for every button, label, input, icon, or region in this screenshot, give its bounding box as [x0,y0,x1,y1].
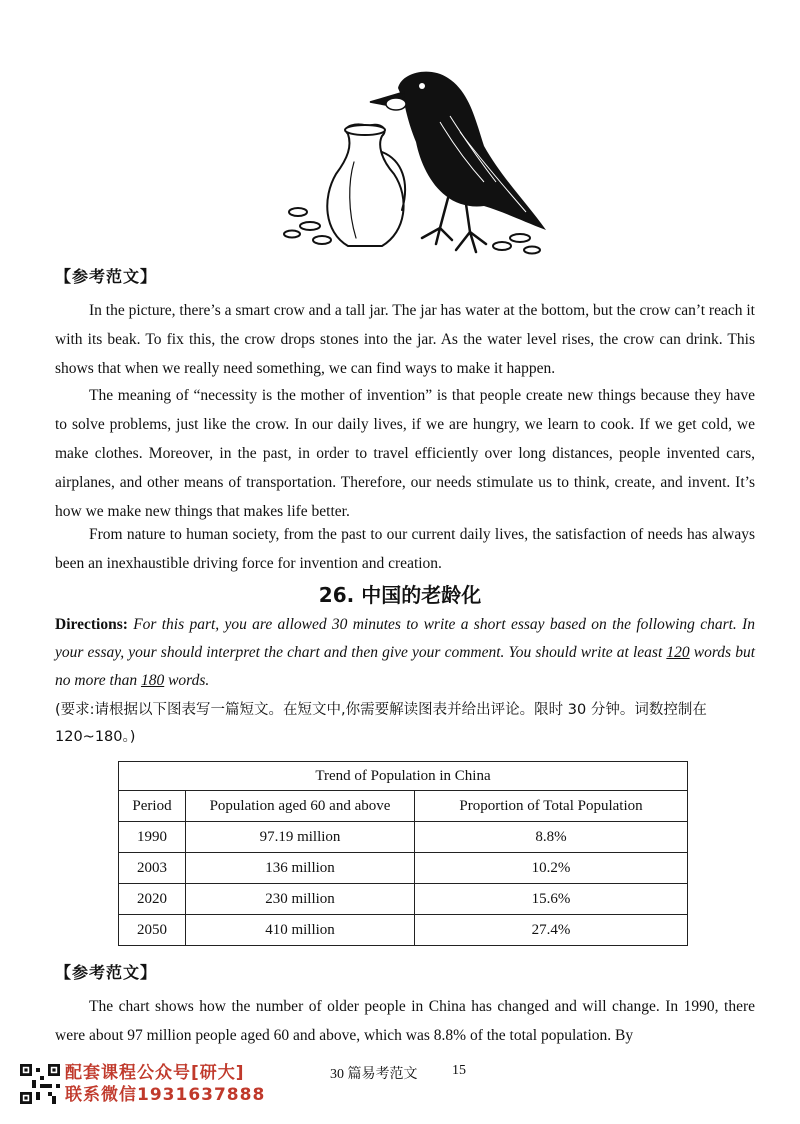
cell-proportion: 10.2% [415,853,688,884]
promo-line-2: 联系微信1931637888 [65,1085,266,1105]
essay-paragraph-1: In the picture, there’s a smart crow and a tall jar. The jar has water at the bottom, but the crow can’t reach it with its beak. To fix this, the crow drops stones into the jar. As the water level rises, the crow can drink. This shows that when we really need something, we can find ways to make it happen. [55,302,755,377]
cell-population: 230 million [186,884,415,915]
column-header-population: Population aged 60 and above [186,791,415,822]
max-words: 180 [140,672,165,689]
cell-population: 97.19 million [186,822,415,853]
essay2-paragraph: The chart shows how the number of older people in China has changed and will change. In 1990, there were about 97 million people aged 60 and above, which was 8.8% of the total population. By [55,998,755,1044]
table-title: Trend of Population in China [119,762,688,791]
directions-label: Directions: [55,616,128,633]
sample-essay-heading: 【参考范文】 [55,267,158,286]
table-row [119,915,688,946]
cell-proportion: 15.6% [415,884,688,915]
essay-paragraph-2: The meaning of “necessity is the mother of invention” is that people create new things because they have to solve problems, just like the crow. In our daily lives, if we are hungry, we learn to cook. If we get cold, we make clothes. Moreover, in the past, in order to travel efficiently over long distances, people invented cars, airplanes, and other means of transportation. Therefore, our needs stimulate us to think, create, and invent. It’s how we make new things that makes life better. [55,387,755,520]
qr-code-icon [20,1064,60,1104]
cell-proportion: 27.4% [415,915,688,946]
essay-paragraph-3: From nature to human society, from the past to our current daily lives, the satisfaction of needs has always been an inexhaustible driving force for invention and creation. [55,526,755,572]
promo-line-1: 配套课程公众号[研大] [65,1063,245,1083]
chinese-requirement: (要求:请根据以下图表写一篇短文。在短文中,你需要解读图表并给出评论。限时 30 分钟。词数控制在 120~180。) [55,702,707,745]
cell-period: 1990 [119,822,186,853]
min-words: 120 [666,644,690,661]
column-header-period: Period [119,791,186,822]
table-row [119,884,688,915]
page-number: 15 [452,1063,466,1078]
population-table [118,761,688,946]
directions-part-b: words but no more than [55,644,756,689]
cell-population: 410 million [186,915,415,946]
promo-watermark [65,1062,265,1106]
cell-proportion: 8.8% [415,822,688,853]
sample-essay-heading-2: 【参考范文】 [55,963,158,982]
directions-text [55,611,755,695]
cell-period: 2003 [119,853,186,884]
cell-population: 136 million [186,853,415,884]
directions-part-c: words. [164,672,210,689]
directions-part-a: For this part, you are allowed 30 minutes to write a short essay based on the following chart. In your essay, your should interpret the chart and then give your comment. You should write at least [55,616,755,661]
table-row [119,822,688,853]
footer-book-title: 30 篇易考范文 [330,1067,418,1082]
section-title: 26. 中国的老龄化 [318,583,482,607]
cell-period: 2050 [119,915,186,946]
table-row [119,853,688,884]
crow-and-jar-illustration [270,62,550,260]
column-header-proportion: Proportion of Total Population [415,791,688,822]
cell-period: 2020 [119,884,186,915]
